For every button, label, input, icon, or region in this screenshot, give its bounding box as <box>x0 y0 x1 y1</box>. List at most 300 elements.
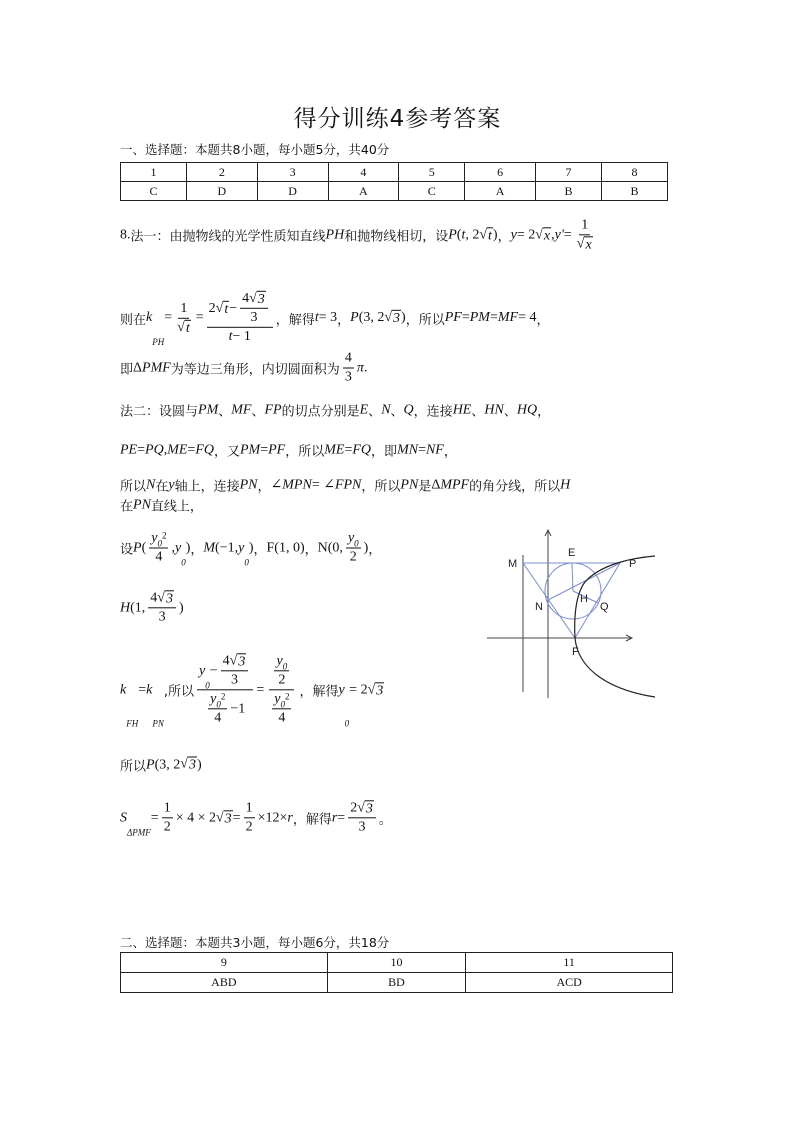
radicand: t <box>488 227 492 243</box>
math-text: 3 <box>358 819 366 835</box>
square-root <box>249 291 266 307</box>
solution-line <box>120 653 384 729</box>
square-root <box>157 590 174 606</box>
radicand: x <box>543 227 551 243</box>
math-text: × 4 × 2 <box>175 809 216 825</box>
text: ， <box>190 542 204 558</box>
radical-sign: √ <box>576 236 585 252</box>
math-text: , 2 <box>465 226 480 242</box>
text: ，连接 <box>413 404 453 420</box>
superscript: 2 <box>220 691 226 702</box>
math-text: ) <box>492 226 498 242</box>
math-variable: y <box>199 662 206 678</box>
math-text: 3 <box>230 672 238 688</box>
square-root <box>479 227 493 243</box>
denominator <box>153 549 164 566</box>
numerator <box>244 800 255 818</box>
math-text: , <box>551 226 555 242</box>
denominator <box>203 691 247 727</box>
math-variable: N <box>146 477 156 492</box>
math-variable: y <box>168 477 175 492</box>
math-text: 2 <box>349 549 357 565</box>
radicand: 3 <box>393 310 401 326</box>
math-variable: FQ <box>195 442 214 457</box>
cell: 5 <box>399 163 465 182</box>
math-text: = <box>260 442 269 457</box>
denominator <box>157 609 168 626</box>
math-variable: MN <box>397 442 419 457</box>
text: 所以 <box>120 479 147 495</box>
denominator <box>229 672 240 689</box>
cell: 11 <box>466 953 673 973</box>
subscript: 0 <box>157 538 162 549</box>
math-variable: π <box>356 360 364 375</box>
label-h: H <box>580 593 588 605</box>
math-variable: E <box>359 402 369 417</box>
cell: A <box>328 182 399 201</box>
math-text: 4 <box>242 290 250 306</box>
math-text: 2 <box>350 800 358 816</box>
math-variable: r <box>287 809 293 825</box>
math-variable: k <box>146 681 153 697</box>
text: ， <box>368 542 382 558</box>
math-text: = <box>489 309 498 325</box>
math-text: (3, 2 <box>358 309 385 325</box>
text: ，即 <box>371 444 398 460</box>
radical-sign: √ <box>357 800 365 816</box>
math-variable: FP <box>264 402 282 417</box>
subscript: 0 <box>280 699 285 710</box>
math-variable: HN <box>484 402 504 417</box>
solution-line <box>120 441 457 460</box>
page-title: 得分训练4参考答案 <box>293 106 502 132</box>
math-text: = <box>195 309 204 325</box>
math-text: = <box>344 442 353 457</box>
cell: D <box>257 182 328 201</box>
cell: 1 <box>121 163 187 182</box>
text: 则在 <box>120 312 147 328</box>
math-text: 4 <box>214 710 222 726</box>
fraction <box>175 300 193 335</box>
numerator <box>274 653 289 671</box>
text: ，又 <box>213 444 240 460</box>
math-variable: MF <box>497 309 519 325</box>
section2-heading: 二、选择题：本题共3小题，每小题6分，共18分 <box>120 935 390 950</box>
solution-line <box>120 351 367 386</box>
text: 法二：设圆与 <box>120 404 199 420</box>
square-root <box>180 757 197 773</box>
math-text: = <box>150 809 159 825</box>
math-text: 4 <box>344 350 352 366</box>
cell: 7 <box>536 163 602 182</box>
radical-sign: √ <box>180 756 188 772</box>
text: 的切点分别是 <box>281 404 360 420</box>
math-text: 4 <box>150 590 158 606</box>
math-variable: k <box>146 309 153 325</box>
section2-answer-table <box>120 952 673 993</box>
math-variable: PM <box>240 442 261 457</box>
label-q: Q <box>600 601 609 613</box>
math-text: ( <box>141 540 147 555</box>
subscript: 0 <box>216 699 221 710</box>
math-variable: MPF <box>440 477 470 492</box>
cell: 4 <box>328 163 399 182</box>
math-variable: y <box>510 226 517 242</box>
denominator <box>343 369 354 386</box>
square-root <box>216 810 233 826</box>
cell: 8 <box>601 163 667 182</box>
math-variable: PN <box>239 477 258 492</box>
cell: B <box>536 182 602 201</box>
cell: D <box>186 182 257 201</box>
math-variable: PN <box>133 497 151 512</box>
solution-line <box>120 401 550 420</box>
cell: 10 <box>327 953 466 973</box>
subscript: 0 <box>205 680 210 691</box>
text: 在 <box>155 479 169 495</box>
text: ，解得 <box>275 312 315 328</box>
text: 直线上， <box>150 499 203 515</box>
denominator <box>267 690 296 726</box>
radicand: 3 <box>257 291 265 307</box>
solution-line <box>120 476 570 495</box>
text: 即 <box>120 362 134 378</box>
math-variable: Q <box>403 402 414 417</box>
numerator <box>346 531 361 549</box>
math-text: − <box>229 300 238 316</box>
math-text: ) <box>363 540 369 555</box>
numerator <box>162 800 173 818</box>
text: 。 <box>378 812 392 828</box>
square-root <box>535 227 551 243</box>
section1-heading: 一、选择题：本题共8小题，每小题5分，共40分 <box>120 142 390 157</box>
math-text: 1 <box>163 800 171 816</box>
text: 是 <box>418 479 432 495</box>
math-text: = <box>164 309 173 325</box>
math-text: 4 <box>155 549 163 565</box>
math-variable: S <box>120 809 127 825</box>
fraction <box>162 800 173 835</box>
math-variable: H <box>560 477 571 492</box>
subscript: FH <box>126 718 139 729</box>
math-variable: y <box>174 540 182 555</box>
fraction <box>274 653 289 688</box>
fraction <box>348 800 376 835</box>
math-variable: HE <box>452 402 472 417</box>
math-text: = <box>337 809 346 825</box>
math-text: 8. <box>120 226 131 242</box>
math-text: F(1, 0) <box>266 540 305 555</box>
math-text: , <box>171 540 175 555</box>
denominator <box>357 819 368 836</box>
math-variable: y <box>151 530 158 546</box>
text: 、 <box>471 404 485 420</box>
label-m: M <box>508 558 518 570</box>
numerator <box>197 653 253 690</box>
math-variable: ME <box>324 442 345 457</box>
numerator <box>272 691 291 709</box>
radicand: t <box>185 320 190 336</box>
math-variable: H <box>120 599 131 615</box>
solution-line <box>120 800 392 838</box>
radical-sign: √ <box>215 809 224 825</box>
math-text: = <box>418 442 426 457</box>
solution-line <box>120 496 203 515</box>
radical-sign: √ <box>215 300 224 316</box>
square-root <box>577 236 593 252</box>
fraction <box>343 351 354 386</box>
numerator <box>208 692 227 710</box>
math-variable: y <box>210 691 217 707</box>
cell: C <box>121 182 187 201</box>
math-text: ) <box>196 757 202 772</box>
square-root <box>216 300 230 316</box>
subscript: 0 <box>354 538 359 549</box>
text: ， <box>304 542 318 558</box>
denominator <box>348 549 359 566</box>
cell: 6 <box>465 163 536 182</box>
math-text: N(0, <box>317 540 343 555</box>
math-variable: PMF <box>142 360 171 375</box>
denominator <box>276 709 287 726</box>
math-variable: PN <box>400 477 419 492</box>
math-variable: FQ <box>352 442 372 457</box>
math-variable: t <box>228 329 233 345</box>
math-variable: y <box>274 691 281 707</box>
fraction <box>575 217 595 252</box>
math-text: = 3 <box>318 309 338 325</box>
numerator <box>149 531 168 549</box>
radical-sign: √ <box>229 653 238 669</box>
denominator <box>227 328 253 345</box>
math-variable: y <box>276 653 283 669</box>
numerator <box>178 300 189 318</box>
math-variable: N <box>381 402 391 417</box>
numerator <box>269 653 294 690</box>
text: ，解得 <box>299 684 339 700</box>
math-text: = <box>563 226 572 242</box>
fraction <box>208 692 227 727</box>
text: 为等边三角形，内切圆面积为 <box>170 362 340 378</box>
math-text: , <box>163 442 168 457</box>
text: ，解得 <box>292 812 332 828</box>
subscript: ΔPMF <box>127 827 151 838</box>
math-variable: M <box>203 540 216 555</box>
math-text: 2 <box>278 672 286 688</box>
math-text: = <box>138 681 147 697</box>
fraction <box>244 800 255 835</box>
math-variable: MF <box>231 402 252 417</box>
text: 法一：由抛物线的光学性质知直线 <box>130 229 326 245</box>
radicand: 3 <box>238 654 246 670</box>
math-text: ) <box>248 540 254 555</box>
text: ， <box>537 404 551 420</box>
math-text: ) <box>178 599 184 615</box>
math-variable: PQ <box>145 442 164 457</box>
radicand: x <box>585 237 592 253</box>
math-variable: PF <box>268 442 286 457</box>
math-text: ) <box>185 540 191 555</box>
fraction <box>240 291 268 326</box>
math-variable: PF <box>444 309 462 325</box>
label-f: F <box>572 646 579 658</box>
denominator <box>276 671 287 688</box>
fraction <box>197 653 253 726</box>
text: ，所以 <box>361 479 401 495</box>
numerator <box>348 800 376 818</box>
square-root <box>357 800 374 816</box>
math-text: 4 <box>278 710 286 726</box>
section1-answer-table <box>120 162 668 201</box>
text: 和抛物线相切，设 <box>344 229 449 245</box>
cell: 3 <box>257 163 328 182</box>
math-text: = 2 <box>516 226 536 242</box>
solution-line <box>120 756 202 775</box>
math-variable: r <box>331 809 338 825</box>
fraction <box>148 590 176 625</box>
math-text: (−1, <box>215 540 239 555</box>
math-text: = <box>137 442 146 457</box>
text: 、 <box>390 404 404 420</box>
label-e: E <box>568 547 576 559</box>
text: 的角分线，所以 <box>469 479 561 495</box>
math-text: Δ <box>133 360 143 375</box>
cell: C <box>399 182 465 201</box>
text: 设 <box>120 542 134 558</box>
math-variable: y <box>347 530 355 546</box>
math-text: 1 <box>245 800 253 816</box>
math-variable: PM <box>198 402 219 417</box>
math-text: 1 <box>581 217 589 233</box>
radical-sign: √ <box>535 226 543 242</box>
math-text: (1, <box>130 599 146 615</box>
math-variable: PM <box>469 309 490 325</box>
math-variable: HQ <box>516 402 538 417</box>
math-text: ∠ <box>270 477 283 493</box>
fraction <box>272 691 291 726</box>
subscript: 0 <box>344 718 350 729</box>
text: ， <box>257 479 271 495</box>
cell: ACD <box>466 973 673 993</box>
math-text: 4 <box>222 653 230 669</box>
math-text: 3 <box>344 369 352 385</box>
math-text: − <box>209 662 218 678</box>
math-text: = <box>187 442 196 457</box>
text: 、 <box>503 404 517 420</box>
math-text: 2 <box>208 300 216 316</box>
label-p: P <box>629 558 637 570</box>
parabola-incircle-diagram <box>480 520 660 710</box>
text: ， <box>497 229 511 245</box>
math-variable: t <box>461 226 466 242</box>
math-text: = <box>461 309 470 325</box>
square-root <box>177 319 191 335</box>
text: 、 <box>251 404 265 420</box>
numerator <box>221 653 249 671</box>
subscript: PN <box>152 718 164 729</box>
solution-line <box>120 217 598 252</box>
text: 、 <box>368 404 382 420</box>
text: ， <box>443 444 457 460</box>
math-variable: y <box>338 681 345 697</box>
cell: ABD <box>121 973 328 993</box>
subscript: PH <box>152 337 165 348</box>
line-he <box>572 563 573 591</box>
radicand: 3 <box>165 591 173 607</box>
text: 所以 <box>120 759 147 775</box>
cell: B <box>601 182 667 201</box>
solution-line <box>120 590 184 625</box>
math-text: 2 <box>163 819 171 835</box>
math-variable: t <box>314 309 319 325</box>
fraction <box>346 531 361 566</box>
radical-sign: √ <box>479 226 488 242</box>
radicand: t <box>224 301 229 317</box>
cell: 2 <box>186 163 257 182</box>
math-variable: k <box>120 681 127 697</box>
text: ，所以 <box>285 444 325 460</box>
fraction <box>267 653 296 726</box>
solution-line <box>120 531 381 566</box>
math-variable: P <box>133 540 142 555</box>
fraction <box>221 653 249 688</box>
radicand: 3 <box>224 810 232 826</box>
square-root <box>230 653 247 669</box>
math-text: 3 <box>250 310 258 326</box>
cell: 9 <box>121 953 328 973</box>
math-text: . <box>363 360 368 375</box>
subscript: 0 <box>181 557 186 568</box>
math-text: 1 <box>180 300 188 316</box>
math-variable: y' <box>554 226 564 242</box>
cell: A <box>465 182 536 201</box>
cell: BD <box>327 973 466 993</box>
denominator <box>248 309 259 326</box>
math-text: = <box>232 809 241 825</box>
math-text: −1 <box>230 701 246 717</box>
text: 、 <box>218 404 232 420</box>
math-text: = 2 <box>349 681 368 697</box>
parabola-curve <box>575 556 655 697</box>
subscript: 0 <box>244 557 249 568</box>
radical-sign: √ <box>249 290 257 306</box>
math-text: 2 <box>245 819 253 835</box>
superscript: 2 <box>161 530 167 541</box>
radicand: 3 <box>188 757 196 773</box>
numerator <box>240 291 268 309</box>
text: 在 <box>120 499 134 515</box>
radical-sign: √ <box>384 309 393 325</box>
math-text: 3 <box>158 609 166 625</box>
denominator <box>175 318 193 335</box>
label-n: N <box>535 601 543 613</box>
math-variable: PE <box>120 442 138 457</box>
fraction <box>207 291 273 345</box>
text: ，所以 <box>405 312 445 328</box>
math-variable: PH <box>325 226 345 242</box>
math-variable: P <box>350 309 359 325</box>
math-text: − 1 <box>232 329 251 345</box>
math-text: = <box>256 681 265 697</box>
math-variable: ME <box>167 442 188 457</box>
answer-row <box>121 973 673 993</box>
text: ， <box>253 542 267 558</box>
text: ， <box>337 312 351 328</box>
math-text: ×12× <box>257 809 288 825</box>
math-variable: y <box>238 540 245 555</box>
solution-line <box>120 290 550 348</box>
math-variable: NF <box>425 442 444 457</box>
